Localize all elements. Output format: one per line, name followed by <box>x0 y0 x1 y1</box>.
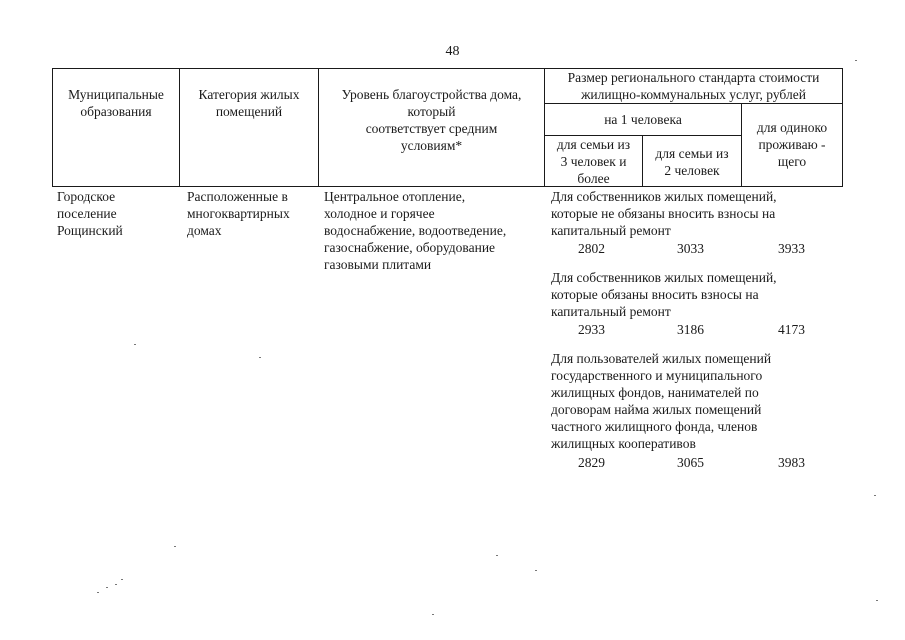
group-3-description: Для пользователей жилых помещений государственного и муниципального жилищных фондов, нанимателей по договорам найма жилых помещений частного жилищного фонда, членов жилищных кооперативов <box>551 351 772 451</box>
row-level: Центральное отопление, холодное и горячее водоснабжение, водоотведение, газоснабжение, оборудование газовыми плитами <box>324 189 507 272</box>
group-2-value-family-2: 3186 <box>677 322 704 337</box>
header-single: для одиноко проживаю - щего <box>756 120 828 169</box>
group-2-value-family-3: 2933 <box>578 322 605 337</box>
group-3-value-family-2: 3065 <box>677 455 704 470</box>
row-municipality: Городское поселение Рощинский <box>57 189 123 238</box>
row-category: Расположенные в многоквартирных домах <box>187 189 290 238</box>
group-1-description: Для собственников жилых помещений, которые не обязаны вносить взносы на капитальный ремонт <box>551 189 777 238</box>
page-number: 48 <box>445 44 460 59</box>
group-3-value-single: 3983 <box>778 455 805 470</box>
header-municipality: Муниципальные образования <box>68 87 164 119</box>
group-1-value-single: 3933 <box>778 241 805 256</box>
group-2-value-single: 4173 <box>778 322 805 337</box>
header-standard-size: Размер регионального стандарта стоимости жилищно-коммунальных услуг, рублей <box>567 70 820 102</box>
group-2-description: Для собственников жилых помещений, которые обязаны вносить взносы на капитальный ремонт <box>551 270 777 319</box>
group-3-value-family-3: 2829 <box>578 455 605 470</box>
header-per-person: на 1 человека <box>604 112 682 127</box>
header-level: Уровень благоустройства дома, который соответствует средним условиям* <box>341 87 522 153</box>
header-family-2: для семьи из 2 человек <box>655 146 729 178</box>
group-1-value-family-3: 2802 <box>578 241 605 256</box>
header-category: Категория жилых помещений <box>198 87 300 119</box>
header-family-3: для семьи из 3 человек и более <box>556 137 631 186</box>
group-1-value-family-2: 3033 <box>677 241 704 256</box>
